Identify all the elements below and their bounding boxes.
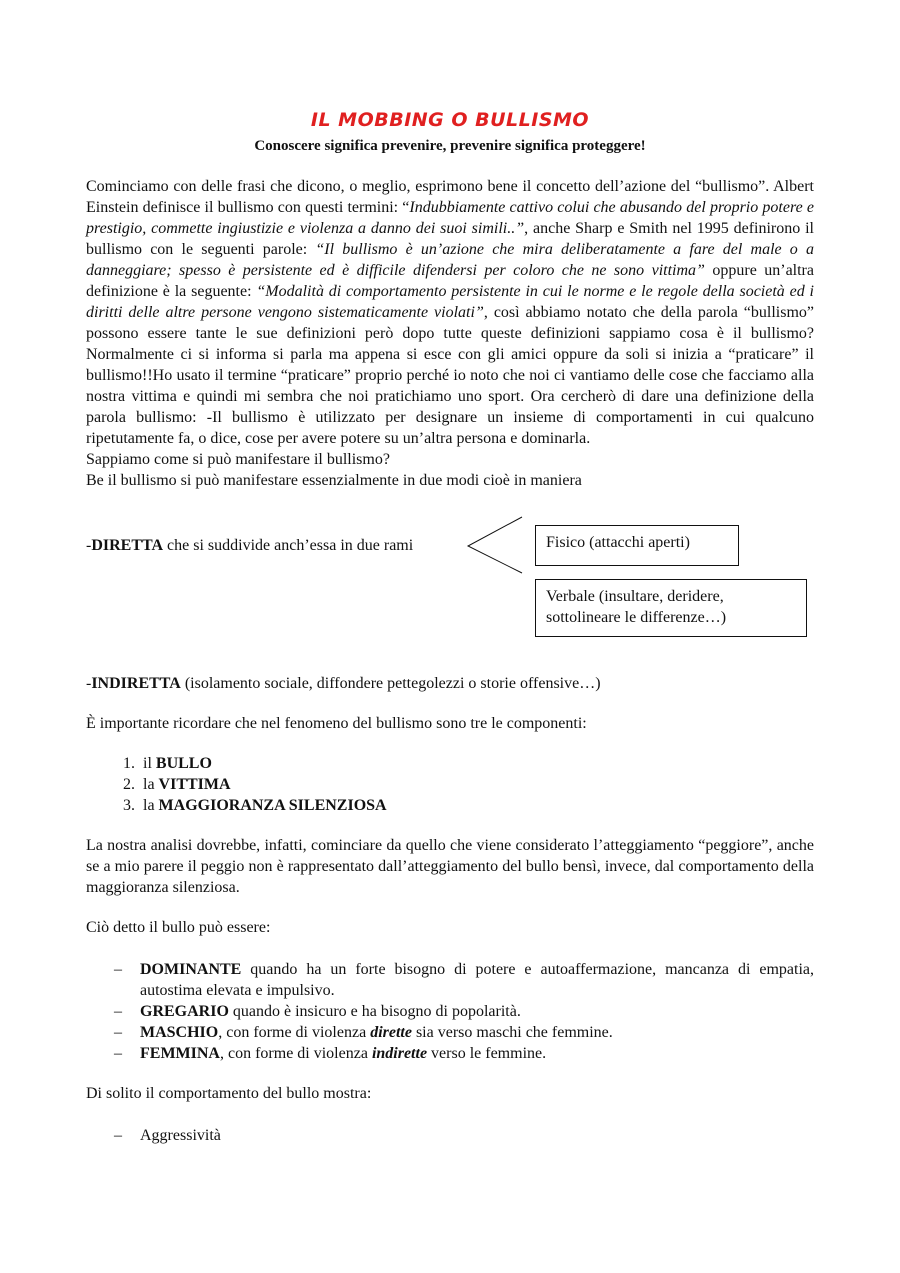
intro-text-3: oppure un’altra definizione è la seguente: xyxy=(86,262,814,300)
intro-text-2: , anche Sharp e Smith nel 1995 definirono il bullismo con le seguenti parole: xyxy=(86,220,814,258)
diretta-keyword: DIRETTA xyxy=(91,537,164,554)
document-title: IL MOBBING O BULLISMO xyxy=(310,109,590,131)
intro-text-1: Cominciamo con delle frasi che dicono, o meglio, esprimono bene il concetto dell’azione del “bullismo”. Albert Einstein definisce il bullismo con questi termini: “ xyxy=(86,178,814,216)
intro-paragraph xyxy=(86,176,814,449)
intro-text-4: , così abbiamo notato che della parola “bullismo” possono essere tante le sue definizioni però dopo tutte queste definizioni sappiamo cosa è il bullismo? Normalmente ci si informa si parla ma appena si esce con gli amici oppure da soli si inizia a “praticare” il bullismo!!Ho usato il termine “praticare” proprio perché io noto che noi ci vantiamo delle cose che facciamo alla nostra vittima e quindi mi sembra che noi pratichiamo uno sport. Ora cercherò di dare una definizione della parola bullismo: -Il bullismo è utilizzato per designare un insieme di comportamenti in cui qualcuno ripetutamente fa, o dice, cose per avere potere su un’altra persona e dominarla. xyxy=(86,304,814,447)
branch-box-fisico: Fisico (attacchi aperti) xyxy=(535,525,739,566)
behaviour-list xyxy=(86,1125,814,1146)
list-item: – DOMINANTE quando ha un forte bisogno di potere e autoaffermazione, mancanza di empatia, autostima elevata e impulsivo. xyxy=(114,961,814,999)
list-item: 1. il BULLO xyxy=(139,753,814,774)
components-intro: È importante ricordare che nel fenomeno del bullismo sono tre le componenti: xyxy=(86,715,587,732)
document-subtitle: Conoscere significa prevenire, prevenire significa proteggere! xyxy=(254,138,646,154)
analysis-paragraph: La nostra analisi dovrebbe, infatti, cominciare da quello che viene considerato l’atteggiamento “peggiore”, anche se a mio parere il peggio non è rappresentato dall’atteggiamento del bullo bensì, invece, dal comportamento della maggioranza silenziosa. xyxy=(86,837,814,896)
behaviour-intro: Di solito il comportamento del bullo mostra: xyxy=(86,1085,372,1102)
modes-intro-line: Be il bullismo si può manifestare essenzialmente in due modi cioè in maniera xyxy=(86,472,582,489)
components-list xyxy=(86,753,814,816)
diretta-label: -DIRETTA che si suddivide anch’essa in due rami xyxy=(86,537,414,554)
branch-arrow xyxy=(466,511,526,581)
einstein-quote: Indubbiamente cattivo colui che abusando del proprio potere e prestigio, commette ingiustizie e violenza a danno dei suoi simili..” xyxy=(86,199,814,237)
indiretta-keyword: INDIRETTA xyxy=(91,675,181,692)
diretta-diagram xyxy=(86,491,814,631)
list-item: – Aggressività xyxy=(114,1127,221,1144)
list-item: – GREGARIO quando è insicuro e ha bisogno di popolarità. xyxy=(114,1003,521,1020)
bully-types-list xyxy=(86,959,814,1064)
document-page xyxy=(86,108,814,1146)
list-item: 2. la VITTIMA xyxy=(139,774,814,795)
sharp-smith-quote: “Il bullismo è un’azione che mira deliberatamente a fare del male o a danneggiare; spesso è persistente ed è difficile difendersi per coloro che ne sono vittima” xyxy=(86,241,815,279)
list-item: 3. la MAGGIORANZA SILENZIOSA xyxy=(139,795,814,816)
bully-types-intro: Ciò detto il bullo può essere: xyxy=(86,919,271,936)
branch-box-verbale: Verbale (insultare, deridere, sottolineare le differenze…) xyxy=(535,579,807,637)
indiretta-line: -INDIRETTA (isolamento sociale, diffondere pettegolezzi o storie offensive…) xyxy=(86,675,601,692)
list-item: – MASCHIO, con forme di violenza dirette sia verso maschi che femmine. xyxy=(114,1024,613,1041)
third-definition-quote: “Modalità di comportamento persistente in cui le norme e le regole della società ed i diritti delle altre persone vengono sistematicamente violati” xyxy=(86,283,814,321)
list-item: – FEMMINA, con forme di violenza indirette verso le femmine. xyxy=(114,1045,547,1062)
question-line: Sappiamo come si può manifestare il bullismo? xyxy=(86,451,390,468)
